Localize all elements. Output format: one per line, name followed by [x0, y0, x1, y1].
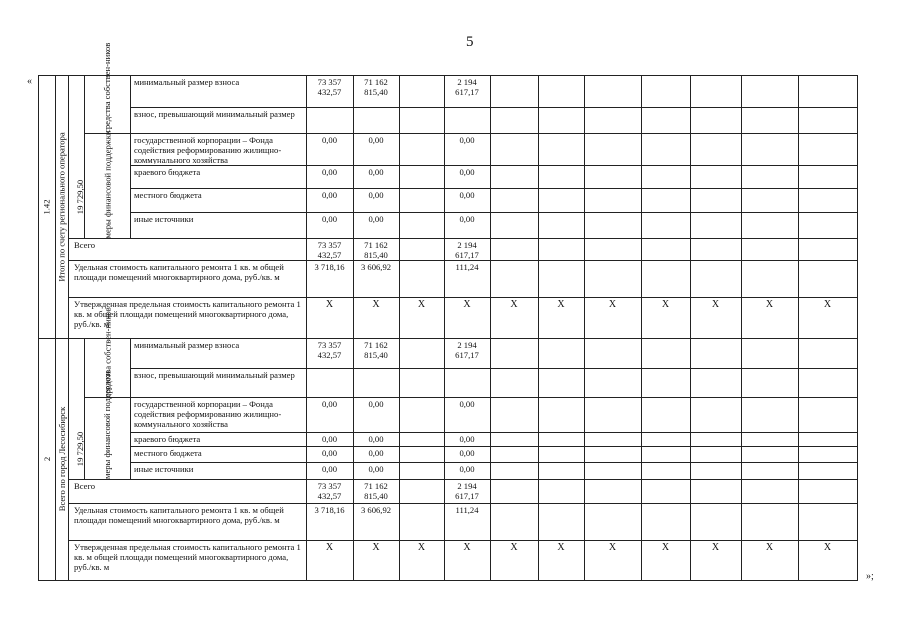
value-col4: 0,00 [459, 190, 475, 200]
value-col1: 0,00 [321, 464, 338, 474]
limit-x-mark: X [510, 300, 518, 310]
row-rule [68, 479, 858, 480]
value-col2: 3 606,92 [360, 505, 392, 515]
limit-x-mark: X [661, 543, 670, 553]
value-col2: 0,00 [368, 214, 384, 224]
value-col4: 111,24 [455, 262, 479, 272]
value-col4: 2 194 617,17 [455, 77, 479, 97]
row-rule [84, 397, 858, 398]
value-col4 [446, 109, 488, 132]
row-label-excess_fee: взнос, превышающий минимальный размер [134, 370, 295, 380]
left-rule [38, 338, 39, 580]
row-label-unit_cost: Удельная стоимость капитального ремонта 1 кв. м общей площади помещений многоквартирного дома, руб./кв. м [74, 262, 284, 282]
value-col-rule [444, 75, 445, 338]
value-col1: 0,00 [321, 448, 338, 458]
row-label-total: Всего [74, 481, 96, 491]
block-index: 1.42 [41, 198, 52, 215]
block-name: Итого по счету регионального оператора [56, 131, 67, 282]
limit-x-mark: X [711, 300, 720, 310]
block-top-rule [38, 75, 858, 76]
row-label-regional: краевого бюджета [134, 167, 201, 177]
limit-x-mark: X [557, 300, 565, 310]
value-col-rule [399, 75, 400, 338]
right-rule [857, 75, 858, 338]
block-bottom-rule [38, 580, 858, 581]
value-col1: 0,00 [321, 167, 338, 177]
row-rule [68, 297, 858, 298]
left-rule [38, 75, 39, 338]
limit-x-mark: X [765, 300, 774, 310]
value-col-rule [798, 75, 799, 338]
value-col4: 0,00 [459, 135, 475, 145]
value-col1: 73 357 432,57 [317, 481, 342, 501]
value-col1: 73 357 432,57 [317, 77, 342, 97]
value-col1: 0,00 [321, 434, 338, 444]
group-owners-label: средства собствен-ников [102, 42, 112, 133]
value-col-rule [690, 75, 691, 338]
row-label-excess_fee: взнос, превышающий минимальный размер [134, 109, 295, 119]
value-col2: 0,00 [368, 190, 384, 200]
row-label-total: Всего [74, 240, 96, 250]
value-col1: 3 718,16 [314, 262, 345, 272]
row-label-limit_cost: Утвержденная предельная стоимость капитального ремонта 1 кв. м общей площади помещений многоквартирного дома, руб./кв. м [74, 542, 301, 572]
value-col4: 2 194 617,17 [455, 240, 479, 259]
limit-x-mark: X [372, 543, 380, 553]
value-col2: 0,00 [368, 135, 384, 145]
row-label-local: местного бюджета [134, 448, 202, 458]
block-index: 2 [41, 456, 52, 462]
value-col2 [355, 109, 397, 132]
value-col-rule [353, 75, 354, 338]
limit-x-mark: X [417, 300, 426, 310]
value-col1: 73 357 432,57 [317, 340, 342, 360]
value-col2: 71 162 815,40 [364, 340, 388, 360]
row-rule [130, 368, 858, 369]
left-rule [55, 338, 56, 580]
row-rule [130, 107, 858, 108]
value-col4: 2 194 617,17 [455, 340, 479, 360]
limit-x-mark: X [823, 300, 832, 310]
right-rule [857, 338, 858, 580]
value-col2: 71 162 815,40 [364, 481, 388, 501]
label-rule [130, 338, 131, 479]
value-col2: 3 606,92 [360, 262, 392, 272]
block-name: Всего по город Лесосибирск [56, 406, 67, 512]
block-area: 19 729,50 [75, 431, 85, 466]
value-col4: 0,00 [459, 464, 475, 474]
value-col2: 0,00 [368, 167, 384, 177]
value-col4 [446, 370, 488, 396]
value-col4: 0,00 [459, 448, 475, 458]
row-label-min_fee: минимальный размер взноса [134, 77, 240, 87]
limit-x-mark: X [325, 300, 334, 310]
value-col1: 0,00 [321, 190, 338, 200]
value-col4: 0,00 [459, 399, 475, 409]
value-col2: 71 162 815,40 [364, 240, 388, 259]
group-support-label: меры финансовой поддержки [102, 129, 112, 238]
value-col2: 0,00 [368, 434, 384, 444]
value-col1 [308, 109, 351, 132]
row-rule [130, 165, 858, 166]
group-owners-label: средства собствен-ников [102, 306, 112, 397]
limit-x-mark: X [711, 543, 720, 553]
value-col2: 0,00 [368, 399, 384, 409]
row-label-state_corp: государственной корпорации – Фонда содействия реформированию жилищно-коммунального хозяйства [134, 135, 282, 164]
value-col2 [355, 370, 397, 396]
value-col1 [308, 370, 351, 396]
row-rule [130, 446, 858, 447]
row-label-unit_cost: Удельная стоимость капитального ремонта 1 кв. м общей площади помещений многоквартирного дома, руб./кв. м [74, 505, 284, 525]
value-col-rule [641, 75, 642, 338]
row-rule [130, 188, 858, 189]
value-col1: 0,00 [321, 214, 338, 224]
row-label-limit_cost: Утвержденная предельная стоимость капитального ремонта 1 кв. м общей площади помещений многоквартирного дома, руб./кв. м [74, 299, 301, 329]
row-label-other: иные источники [134, 214, 194, 224]
block-top-rule [38, 338, 858, 339]
value-col2: 71 162 815,40 [364, 77, 388, 97]
limit-x-mark: X [417, 543, 426, 553]
value-col1: 73 357 432,57 [317, 240, 342, 259]
page-number: 5 [466, 34, 474, 50]
left-rule [68, 338, 69, 580]
label-rule [130, 75, 131, 238]
value-col1: 0,00 [321, 135, 338, 145]
limit-x-mark: X [823, 543, 832, 553]
limit-x-mark: X [372, 300, 380, 310]
value-col-rule [306, 75, 307, 338]
value-col-rule [490, 75, 491, 338]
row-rule [84, 133, 858, 134]
limit-x-mark: X [463, 300, 471, 310]
block-area: 19 729,50 [75, 179, 85, 214]
value-col-rule [538, 75, 539, 338]
row-rule [68, 503, 858, 504]
value-col4: 111,24 [455, 505, 479, 515]
value-col4: 0,00 [459, 214, 475, 224]
value-col1: 0,00 [321, 399, 338, 409]
value-col-rule [741, 75, 742, 338]
limit-x-mark: X [661, 300, 670, 310]
limit-x-mark: X [463, 543, 471, 553]
row-rule [130, 212, 858, 213]
row-rule [68, 238, 858, 239]
row-rule [68, 260, 858, 261]
value-col1: 3 718,16 [314, 505, 345, 515]
limit-x-mark: X [325, 543, 334, 553]
value-col-rule [584, 75, 585, 338]
limit-x-mark: X [608, 543, 617, 553]
row-label-other: иные источники [134, 464, 194, 474]
value-col4: 0,00 [459, 434, 475, 444]
row-rule [130, 462, 858, 463]
value-col4: 2 194 617,17 [455, 481, 479, 501]
left-rule [68, 75, 69, 338]
row-label-min_fee: минимальный размер взноса [134, 340, 240, 350]
limit-x-mark: X [608, 300, 617, 310]
value-col4: 0,00 [459, 167, 475, 177]
value-col2: 0,00 [368, 464, 384, 474]
row-label-state_corp: государственной корпорации – Фонда содействия реформированию жилищно-коммунального хозяйства [134, 399, 282, 429]
limit-x-mark: X [510, 543, 518, 553]
group-support-label: меры финансовой поддержки [102, 370, 112, 479]
row-rule [130, 432, 858, 433]
limit-x-mark: X [557, 543, 565, 553]
row-label-regional: краевого бюджета [134, 434, 201, 444]
closing-quote: »; [866, 571, 874, 582]
row-label-local: местного бюджета [134, 190, 202, 200]
opening-quote: « [27, 76, 32, 87]
limit-x-mark: X [765, 543, 774, 553]
value-col2: 0,00 [368, 448, 384, 458]
row-rule [68, 540, 858, 541]
